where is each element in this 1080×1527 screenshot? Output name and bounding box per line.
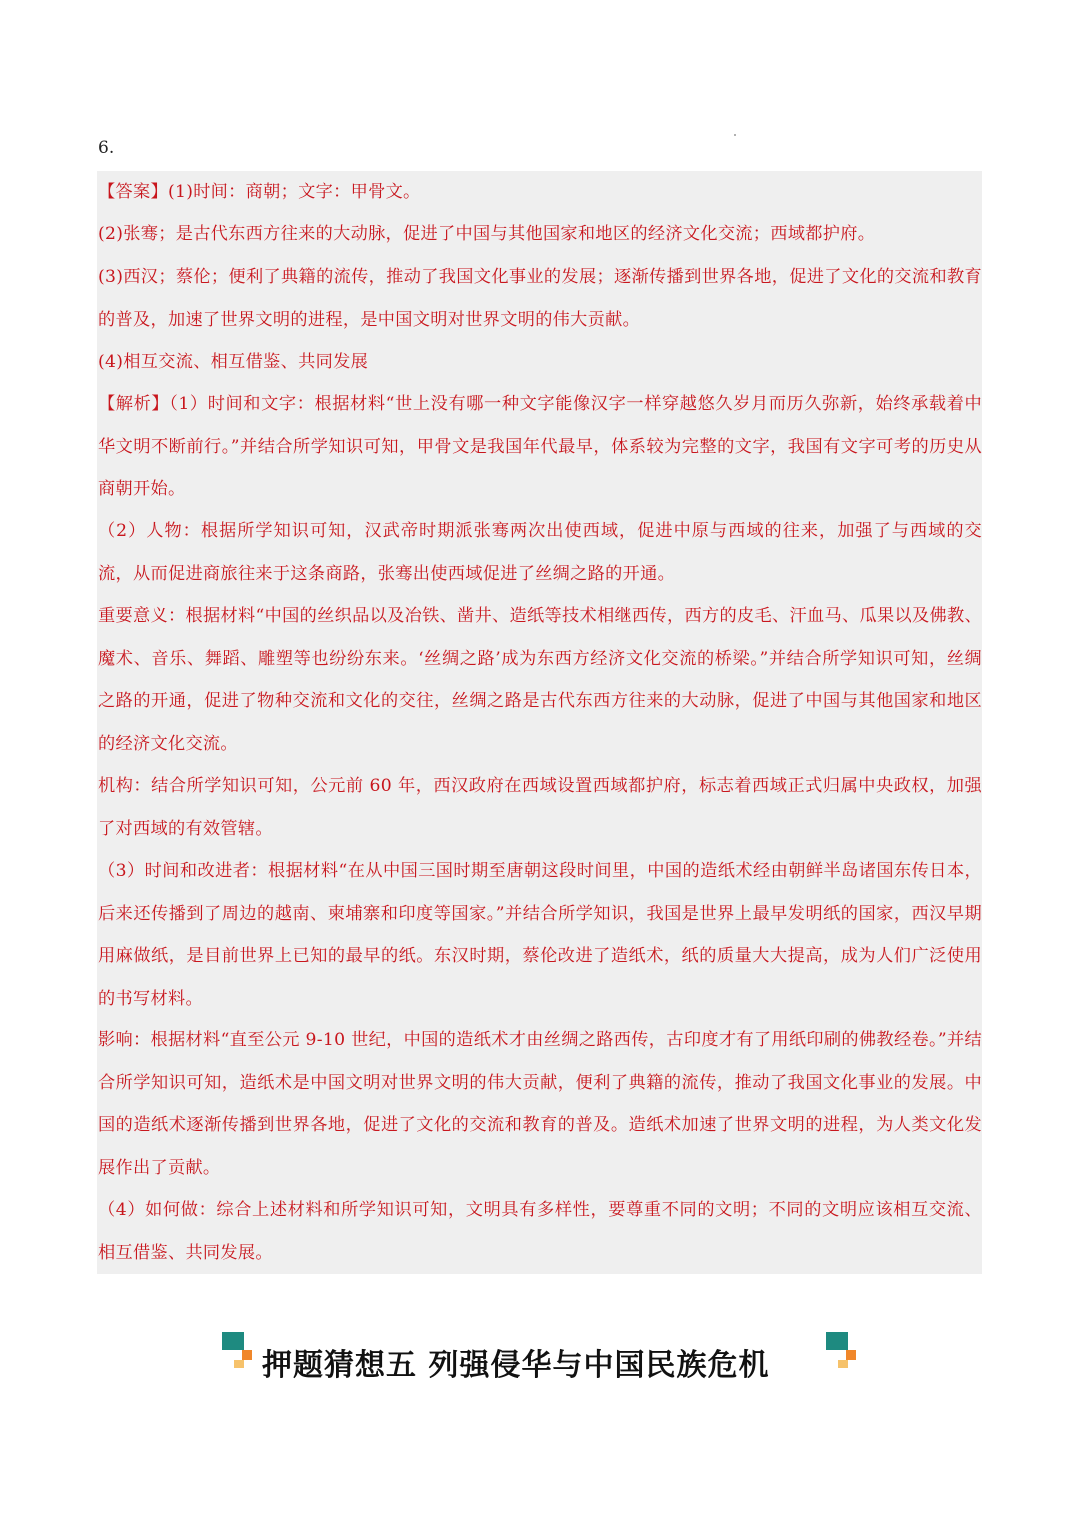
scan-dot	[734, 134, 736, 136]
section-title: 押题猜想五 列强侵华与中国民族危机	[262, 1348, 770, 1383]
analysis-part-1: （1）时间和文字：根据材料“世上没有哪一种文字能像汉字一样穿越悠久岁月而历久弥新，始终承载着中华文明不断前行。”并结合所学知识可知，甲骨文是我国年代最早，体系较为完整的文字，我国有文字可考的历史从商朝开始。	[98, 394, 982, 499]
answer-label: 【答案】	[98, 182, 168, 202]
analysis-part-2: （2）人物：根据所学知识可知，汉武帝时期派张骞两次出使西域，促进中原与西域的往来，加强了与西域的交流，从而促进商旅往来于这条商路，张骞出使西域促进了丝绸之路的开通。	[98, 521, 982, 584]
analysis-part-7: （4）如何做：综合上述材料和所学知识可知，文明具有多样性，要尊重不同的文明；不同的文明应该相互交流、相互借鉴、共同发展。	[98, 1200, 982, 1263]
section-heading	[0, 1330, 1080, 1390]
answer-part-1: (1)时间：商朝；文字：甲骨文。	[167, 182, 421, 202]
question-number: 6.	[98, 138, 115, 158]
answer-part-3: (3)西汉；蔡伦；便利了典籍的流传，推动了我国文化事业的发展；逐渐传播到世界各地，促进了文化的交流和教育的普及，加速了世界文明的进程，是中国文明对世界文明的伟大贡献。	[98, 267, 982, 330]
analysis-line-1	[98, 383, 982, 511]
analysis-label: 【解析】	[98, 394, 170, 414]
answer-line-1	[98, 171, 982, 214]
answer-part-2: (2)张骞；是古代东西方往来的大动脉，促进了中国与其他国家和地区的经济文化交流；西域都护府。	[98, 224, 876, 244]
answer-part-4: (4)相互交流、相互借鉴、共同发展	[98, 352, 369, 372]
analysis-part-4: 机构：结合所学知识可知，公元前 60 年，西汉政府在西域设置西域都护府，标志着西域正式归属中央政权，加强了对西域的有效管辖。	[98, 776, 982, 839]
analysis-part-3: 重要意义：根据材料“中国的丝织品以及冶铁、凿井、造纸等技术相继西传，西方的皮毛、汗血马、瓜果以及佛教、魔术、音乐、舞蹈、雕塑等也纷纷东来。‘丝绸之路’成为东西方经济文化交流的桥梁。”并结合所学知识可知，丝绸之路的开通，促进了物种交流和文化的交往，丝绸之路是古代东西方往来的大动脉，促进了中国与其他国家和地区的经济文化交流。	[98, 606, 982, 754]
analysis-part-5: （3）时间和改进者：根据材料“在从中国三国时期至唐朝这段时间里，中国的造纸术经由朝鲜半岛诸国东传日本，后来还传播到了周边的越南、柬埔寨和印度等国家。”并结合所学知识，我国是世界上最早发明纸的国家，西汉早期用麻做纸，是目前世界上已知的最早的纸。东汉时期，蔡伦改进了造纸术，纸的质量大大提高，成为人们广泛使用的书写材料。	[98, 861, 982, 1009]
right-deco-squares-icon	[826, 1332, 858, 1368]
left-deco-squares-icon	[222, 1332, 254, 1368]
analysis-part-6: 影响：根据材料“直至公元 9-10 世纪，中国的造纸术才由丝绸之路西传，古印度才有了用纸印刷的佛教经卷。”并结合所学知识可知，造纸术是中国文明对世界文明的伟大贡献，便利了典籍的流传，推动了我国文化事业的发展。中国的造纸术逐渐传播到世界各地，促进了文化的交流和教育的普及。造纸术加速了世界文明的进程，为人类文化发展作出了贡献。	[98, 1030, 982, 1178]
